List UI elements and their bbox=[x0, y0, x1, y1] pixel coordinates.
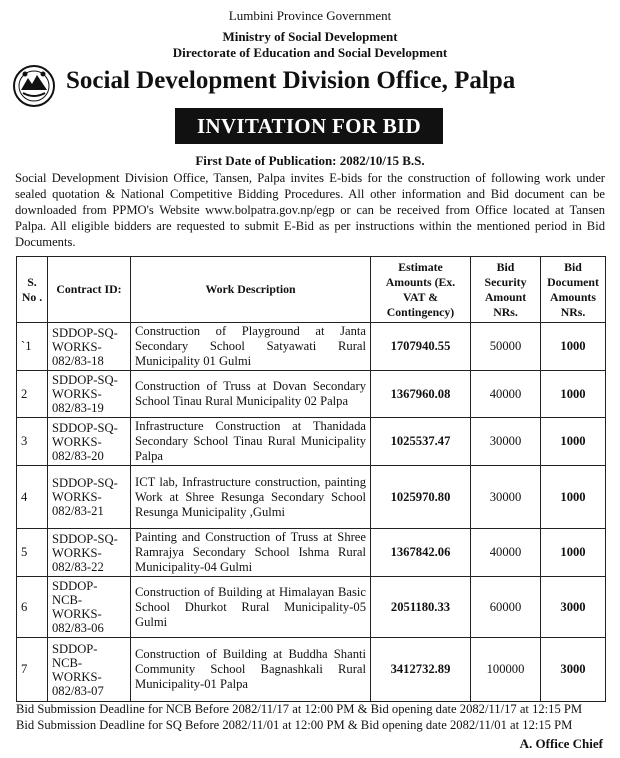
row-bid-security: 40000 bbox=[471, 371, 541, 418]
table-row bbox=[17, 577, 606, 638]
ministry-name: Ministry of Social Development bbox=[222, 29, 398, 44]
row-sn: 6 bbox=[17, 577, 48, 638]
notice-title: INVITATION FOR BID bbox=[175, 108, 443, 144]
sq-deadline: Bid Submission Deadline for SQ Before 2082/11/01 at 12:00 PM & Bid opening date 2082/11/01 at 12:15 PM bbox=[16, 718, 573, 732]
row-bid-security: 100000 bbox=[471, 638, 541, 702]
row-work-description: Construction of Playground at Janta Secondary School Satyawati Rural Municipality 01 Gulmi bbox=[131, 323, 371, 371]
col-header-contract: Contract ID: bbox=[48, 257, 131, 323]
row-bid-security: 60000 bbox=[471, 577, 541, 638]
row-bid-document: 3000 bbox=[541, 638, 606, 702]
row-bid-security: 30000 bbox=[471, 418, 541, 466]
row-estimate: 1025970.80 bbox=[371, 466, 471, 529]
col-header-document: Bid Document Amounts NRs. bbox=[541, 257, 606, 323]
row-estimate: 1025537.47 bbox=[371, 418, 471, 466]
row-contract-id: SDDOP-SQ-WORKS-082/83-20 bbox=[48, 418, 131, 466]
col-header-security: Bid Security Amount NRs. bbox=[471, 257, 541, 323]
row-bid-security: 50000 bbox=[471, 323, 541, 371]
row-contract-id: SDDOP-NCB-WORKS-082/83-06 bbox=[48, 577, 131, 638]
row-work-description: Construction of Truss at Dovan Secondary School Tinau Rural Municipality 02 Palpa bbox=[131, 371, 371, 418]
row-estimate: 2051180.33 bbox=[371, 577, 471, 638]
publication-date: First Date of Publication: 2082/10/15 B.S. bbox=[195, 153, 425, 168]
row-bid-document: 1000 bbox=[541, 371, 606, 418]
directorate-name: Directorate of Education and Social Development bbox=[172, 45, 448, 60]
bids-table bbox=[16, 256, 606, 702]
table-row bbox=[17, 418, 606, 466]
row-contract-id: SDDOP-SQ-WORKS-082/83-22 bbox=[48, 529, 131, 577]
row-sn: 5 bbox=[17, 529, 48, 577]
table-row bbox=[17, 466, 606, 529]
row-contract-id: SDDOP-SQ-WORKS-082/83-21 bbox=[48, 466, 131, 529]
row-contract-id: SDDOP-NCB-WORKS-082/83-07 bbox=[48, 638, 131, 702]
row-bid-document: 1000 bbox=[541, 466, 606, 529]
row-estimate: 1367960.08 bbox=[371, 371, 471, 418]
row-bid-document: 1000 bbox=[541, 529, 606, 577]
row-sn: 2 bbox=[17, 371, 48, 418]
row-bid-security: 40000 bbox=[471, 529, 541, 577]
table-row bbox=[17, 529, 606, 577]
row-bid-security: 30000 bbox=[471, 466, 541, 529]
intro-paragraph: Social Development Division Office, Tansen, Palpa invites E-bids for the construction of following work under sealed quotation & National Competitive Bidding Procedures. All other information and Bid document can be downloaded from PPMO's Website www.bolpatra.gov.np/egp or can be received from Office located at Tansen Palpa. All eligible bidders are requested to submit E-Bid as per instructions within the mentioned period in Bid Documents. bbox=[15, 171, 605, 249]
col-header-estimate: Estimate Amounts (Ex. VAT & Contingency) bbox=[371, 257, 471, 323]
row-sn: 3 bbox=[17, 418, 48, 466]
col-header-sn: S. No . bbox=[17, 257, 48, 323]
row-estimate: 1367842.06 bbox=[371, 529, 471, 577]
office-name: Social Development Division Office, Palpa bbox=[66, 67, 516, 94]
table-row bbox=[17, 371, 606, 418]
ncb-deadline: Bid Submission Deadline for NCB Before 2082/11/17 at 12:00 PM & Bid opening date 2082/11/17 at 12:15 PM bbox=[16, 702, 583, 716]
table-header-row bbox=[17, 257, 606, 323]
row-sn: `1 bbox=[17, 323, 48, 371]
nepal-emblem-icon bbox=[10, 64, 58, 108]
row-work-description: Painting and Construction of Truss at Shree Ramrajya Secondary School Ishma Rural Municipality-04 Gulmi bbox=[131, 529, 371, 577]
signature-office-chief: A. Office Chief bbox=[519, 736, 603, 751]
row-sn: 7 bbox=[17, 638, 48, 702]
row-contract-id: SDDOP-SQ-WORKS-082/83-19 bbox=[48, 371, 131, 418]
row-work-description: Infrastructure Construction at Thanidada Secondary School Tinau Rural Municipality Palpa bbox=[131, 418, 371, 466]
row-bid-document: 1000 bbox=[541, 418, 606, 466]
row-estimate: 1707940.55 bbox=[371, 323, 471, 371]
row-bid-document: 1000 bbox=[541, 323, 606, 371]
row-work-description: Construction of Building at Himalayan Basic School Dhurkot Rural Municipality-05 Gulmi bbox=[131, 577, 371, 638]
col-header-work: Work Description bbox=[131, 257, 371, 323]
table-row bbox=[17, 323, 606, 371]
row-bid-document: 3000 bbox=[541, 577, 606, 638]
table-row bbox=[17, 638, 606, 702]
row-sn: 4 bbox=[17, 466, 48, 529]
row-work-description: ICT lab, Infrastructure construction, painting Work at Shree Resunga Secondary School Resunga Municipality ,Gulmi bbox=[131, 466, 371, 529]
government-name: Lumbini Province Government bbox=[228, 8, 392, 23]
row-work-description: Construction of Building at Buddha Shanti Community School Bagnashkali Rural Municipality-01 Palpa bbox=[131, 638, 371, 702]
row-contract-id: SDDOP-SQ-WORKS-082/83-18 bbox=[48, 323, 131, 371]
row-estimate: 3412732.89 bbox=[371, 638, 471, 702]
